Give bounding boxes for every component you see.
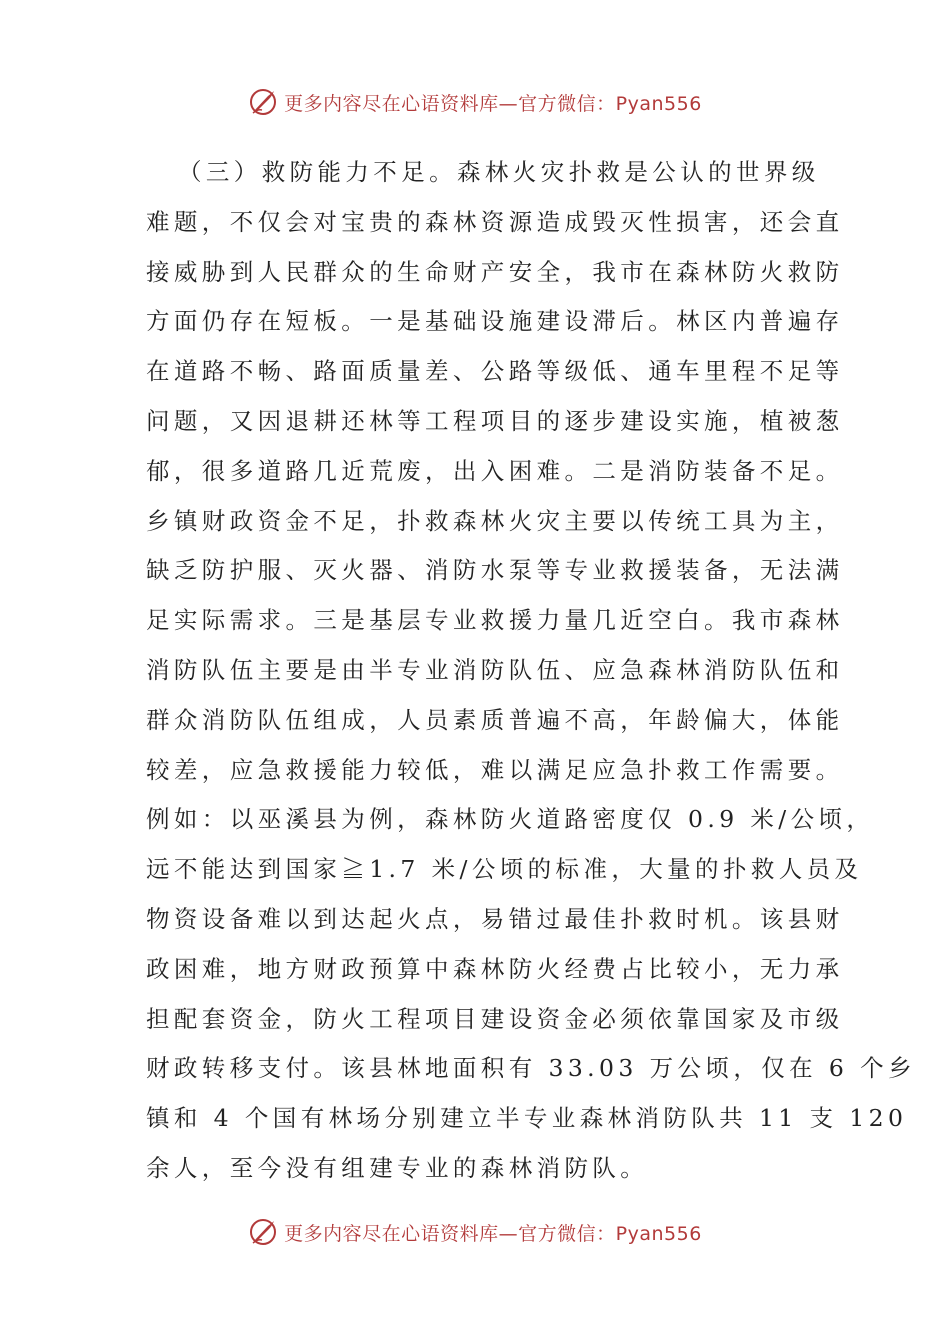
text-line: 在道路不畅、路面质量差、公路等级低、通车里程不足等 <box>146 357 844 386</box>
text-line: 问题，又因退耕还林等工程项目的逐步建设实施，植被葱 <box>146 406 844 435</box>
text-line: 缺乏防护服、灭火器、消防水泵等专业救援装备，无法满 <box>146 556 844 585</box>
text-line: 余人，至今没有组建专业的森林消防队。 <box>146 1153 649 1182</box>
text-line: 接威胁到人民群众的生命财产安全，我市在森林防火救防 <box>146 257 844 286</box>
text-line: 群众消防队伍组成，人员素质普遍不高，年龄偏大，体能 <box>146 705 844 734</box>
watermark-text: 更多内容尽在心语资料库—官方微信：Pyan556 <box>284 92 702 115</box>
text-line: 郁，很多道路几近荒废，出入困难。二是消防装备不足。 <box>146 456 844 485</box>
text-line: 政困难，地方财政预算中森林防火经费占比较小，无力承 <box>146 954 844 983</box>
footer-watermark <box>0 1212 950 1252</box>
header-watermark <box>0 82 950 122</box>
text-line: 方面仍存在短板。一是基础设施建设滞后。林区内普遍存 <box>146 307 844 336</box>
text-line: 难题，不仅会对宝贵的森林资源造成毁灭性损害，还会直 <box>146 207 844 236</box>
text-line: 担配套资金，防火工程项目建设资金必须依靠国家及市级 <box>146 1004 844 1033</box>
text-line: 财政转移支付。该县林地面积有 33.03 万公顷，仅在 6 个乡 <box>146 1054 916 1083</box>
quill-logo-icon <box>248 1217 278 1247</box>
text-line: （三）救防能力不足。森林火灾扑救是公认的世界级 <box>178 158 820 186</box>
quill-logo-icon <box>248 87 278 117</box>
text-line: 例如：以巫溪县为例，森林防火道路密度仅 0.9 米/公顷， <box>146 805 875 834</box>
text-line: 消防队伍主要是由半专业消防队伍、应急森林消防队伍和 <box>146 655 844 684</box>
text-line: 镇和 4 个国有林场分别建立半专业森林消防队共 11 支 120 <box>146 1104 908 1133</box>
text-line: 远不能达到国家≧1.7 米/公顷的标准，大量的扑救人员及 <box>146 855 863 884</box>
text-line: 乡镇财政资金不足，扑救森林火灾主要以传统工具为主， <box>146 506 844 535</box>
watermark-text: 更多内容尽在心语资料库—官方微信：Pyan556 <box>284 1222 702 1245</box>
document-body <box>146 148 916 1194</box>
text-line: 足实际需求。三是基层专业救援力量几近空白。我市森林 <box>146 606 844 635</box>
text-line: 物资设备难以到达起火点，易错过最佳扑救时机。该县财 <box>146 904 844 933</box>
text-line: 较差，应急救援能力较低，难以满足应急扑救工作需要。 <box>146 755 844 784</box>
